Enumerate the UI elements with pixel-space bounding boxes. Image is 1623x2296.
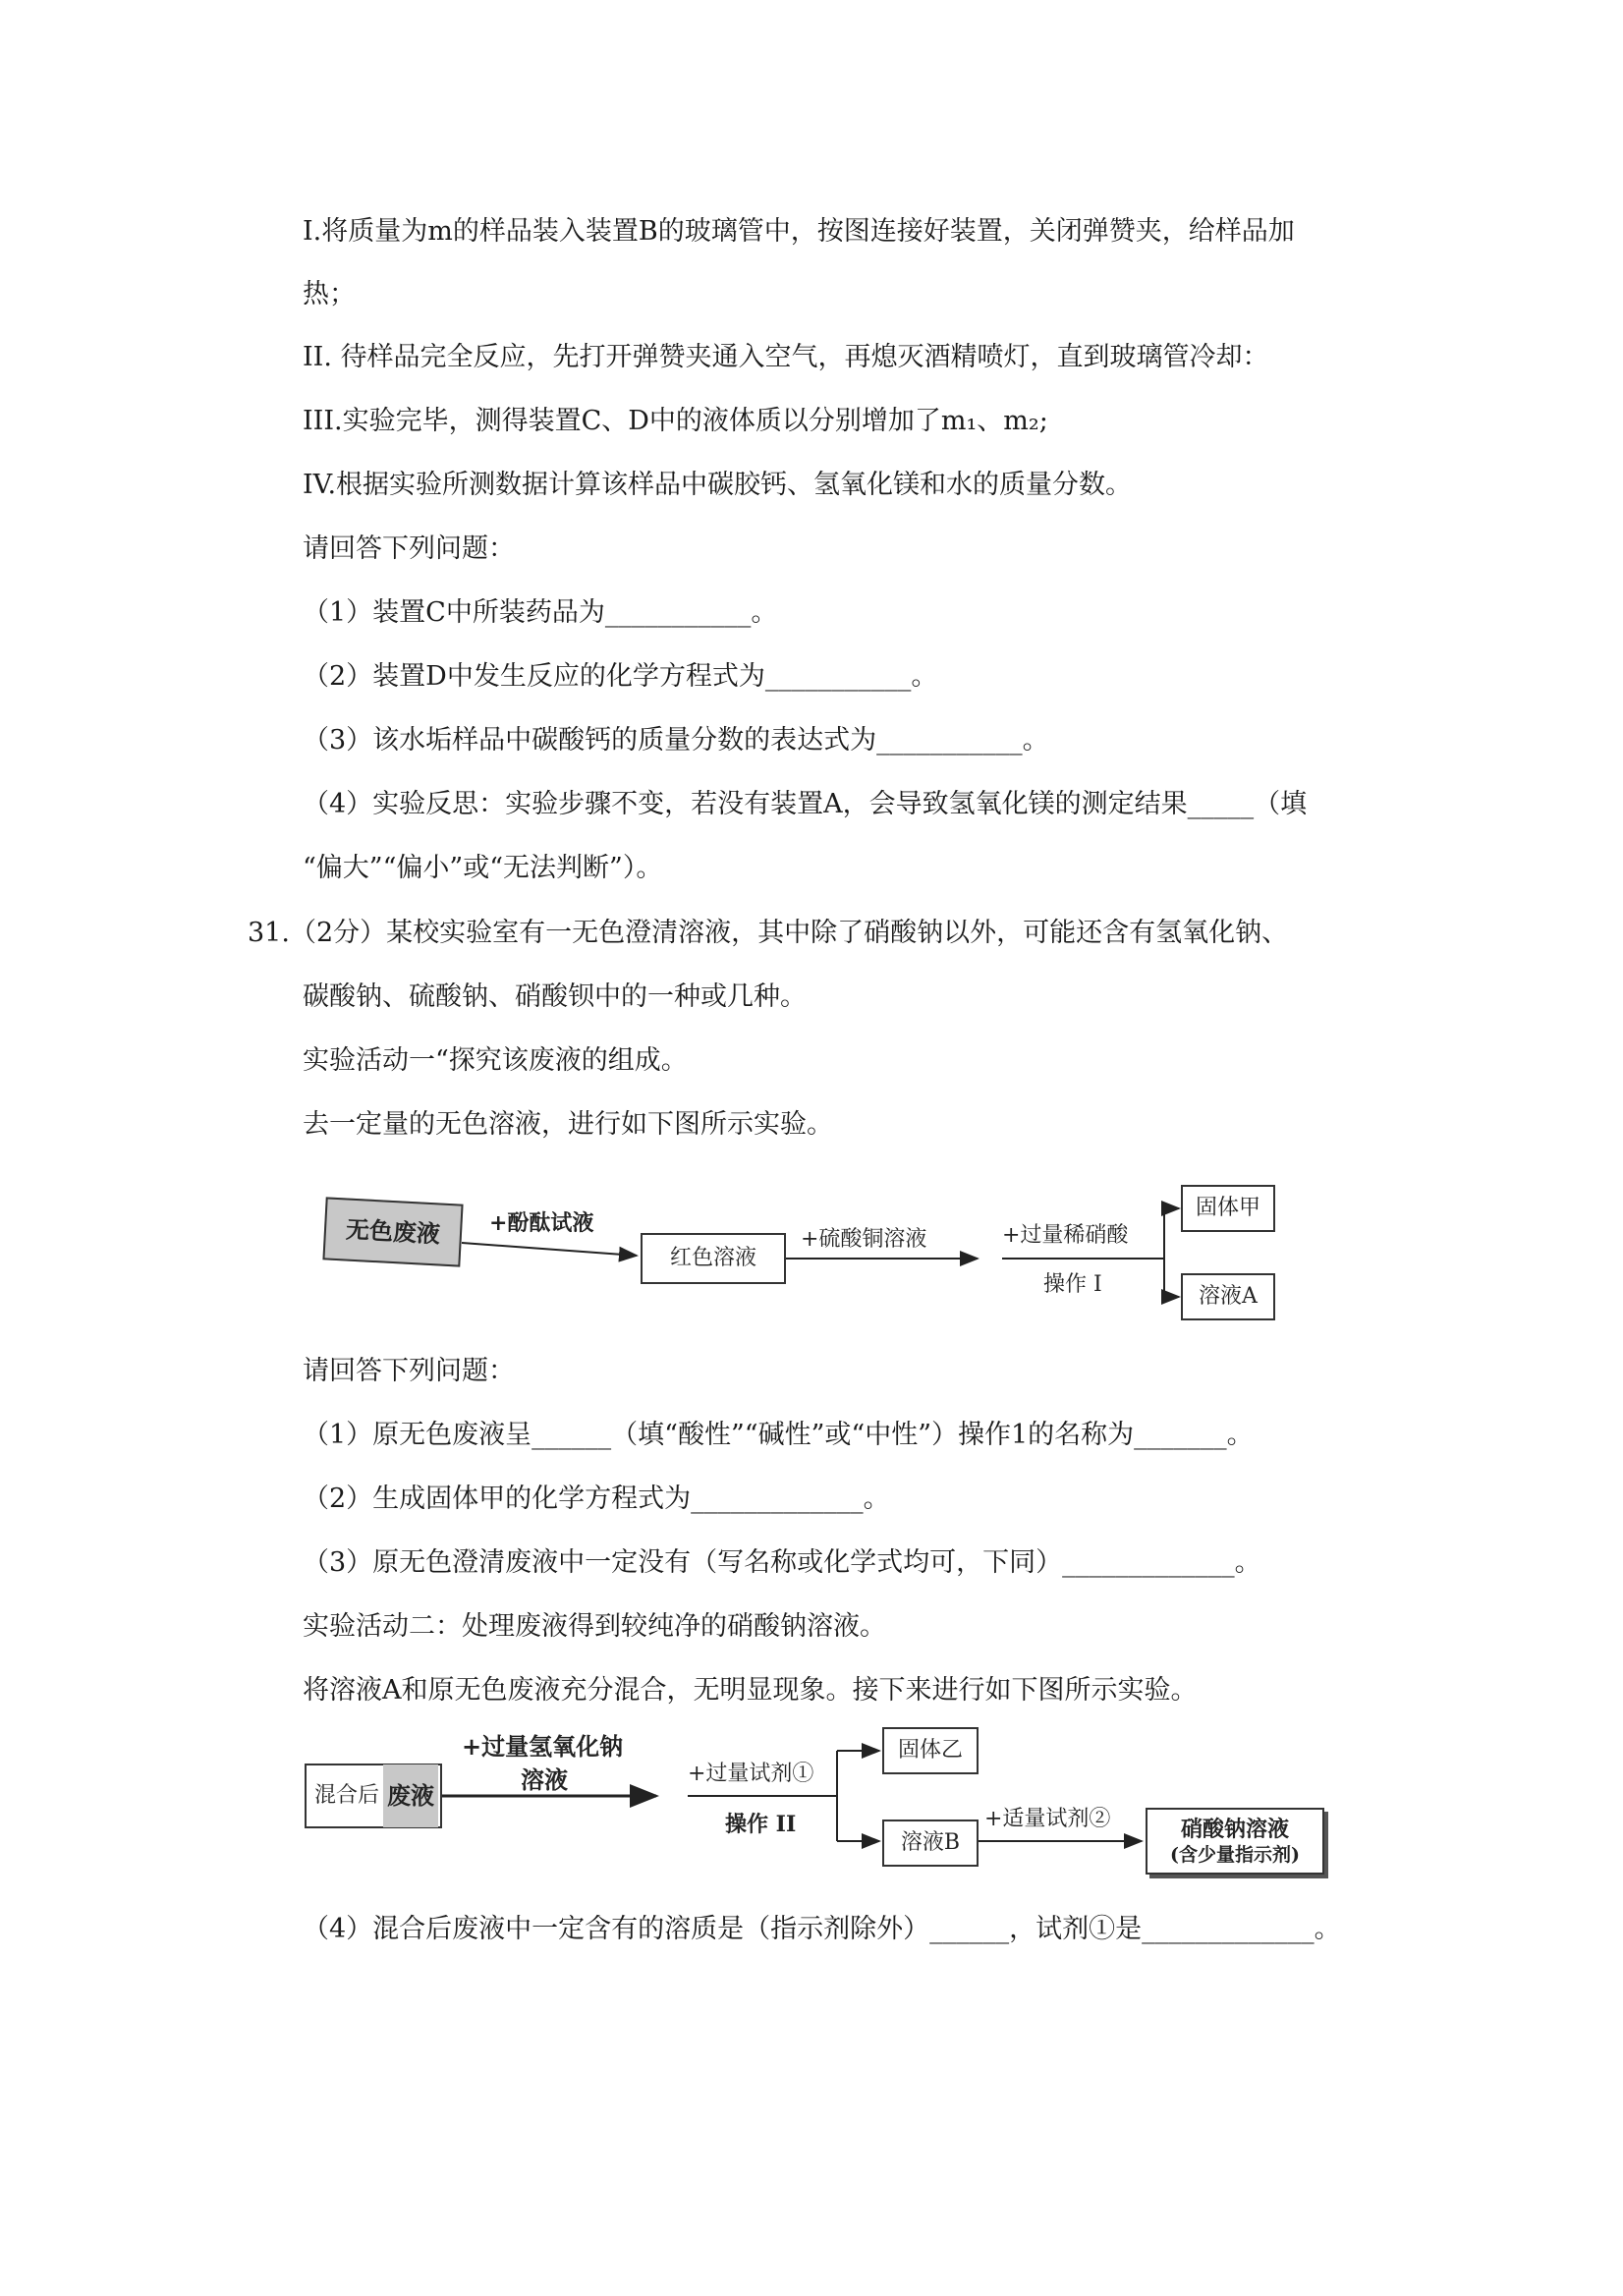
solution-b-box: 溶液B — [882, 1820, 979, 1867]
question-31-1: （1）原无色废液呈______（填“酸性”“碱性”或“中性”）操作1的名称为_______。 — [303, 1420, 1254, 1450]
step-1-line: I.将质量为m的样品装入装置B的玻璃管中，按图连接好装置，关闭弹赞夹，给样品加 — [303, 216, 1295, 247]
activity-2-title: 实验活动二：处理废液得到较纯净的硝酸钠溶液。 — [303, 1611, 886, 1642]
operation-1-label: 操作 I — [1043, 1272, 1102, 1297]
add-phenolphthalein-label: +酚酞试液 — [489, 1210, 594, 1236]
question-4: （4）实验反思：实验步骤不变，若没有装置A，会导致氢氧化镁的测定结果_____（填 — [303, 789, 1308, 819]
solid-b-box: 固体乙 — [882, 1727, 979, 1774]
red-solution-box: 红色溶液 — [641, 1233, 786, 1284]
question-3: （3）该水垢样品中碳酸钙的质量分数的表达式为___________。 — [303, 725, 1049, 756]
add-sodium-hydroxide-label: +过量氢氧化钠 — [462, 1732, 624, 1761]
operation-2-label: 操作 II — [725, 1812, 797, 1837]
add-copper-sulfate-label: +硫酸铜溶液 — [801, 1227, 927, 1252]
step-3-line: III.实验完毕，测得装置C、D中的液体质以分别增加了m₁、m₂; — [303, 406, 1048, 436]
add-dilute-nitric-acid-label: +过量稀硝酸 — [1002, 1223, 1129, 1248]
question-31-4: （4）混合后废液中一定含有的溶质是（指示剂除外）______，试剂①是_____________。 — [303, 1914, 1341, 1944]
problem-31-cont: 碳酸钠、硫酸钠、硝酸钡中的一种或几种。 — [303, 981, 807, 1012]
question-4-cont: “偏大”“偏小”或“无法判断”）。 — [303, 853, 663, 883]
solid-a-box: 固体甲 — [1181, 1185, 1275, 1232]
colorless-waste-box: 无色废液 — [322, 1197, 463, 1266]
activity-1-title: 实验活动一“探究该废液的组成。 — [303, 1045, 688, 1076]
solution-a-box: 溶液A — [1181, 1273, 1275, 1320]
step-2-line: II. 待样品完全反应，先打开弹赞夹通入空气，再熄灭酒精喷灯，直到玻璃管冷却： — [303, 342, 1269, 372]
sodium-nitrate-solution-box — [1146, 1808, 1324, 1875]
activity-2-intro: 将溶液A和原无色废液充分混合，无明显现象。接下来进行如下图所示实验。 — [303, 1675, 1198, 1706]
question-intro: 请回答下列问题： — [303, 533, 515, 564]
question-1: （1）装置C中所装药品为___________。 — [303, 597, 778, 628]
question-31-3: （3）原无色澄清废液中一定没有（写名称或化学式均可，下同）_____________。 — [303, 1547, 1261, 1578]
final-label-b: (含少量指示剂) — [1170, 1843, 1300, 1866]
final-label-a: 硝酸钠溶液 — [1180, 1816, 1289, 1842]
question-intro-2: 请回答下列问题： — [303, 1356, 515, 1386]
add-sodium-hydroxide-label-2: 溶液 — [521, 1765, 568, 1794]
step-1-cont: 热； — [303, 279, 356, 309]
add-reagent-2-label: +适量试剂② — [984, 1807, 1111, 1831]
problem-31-line: 31.（2分）某校实验室有一无色澄清溶液，其中除了硝酸钠以外，可能还含有氢氧化钠、 — [248, 918, 1289, 948]
mixed-waste-box — [305, 1764, 442, 1828]
question-31-2: （2）生成固体甲的化学方程式为_____________。 — [303, 1484, 890, 1514]
activity-1-intro: 去一定量的无色溶液，进行如下图所示实验。 — [303, 1109, 833, 1140]
mixed-waste-label-a: 混合后 — [314, 1783, 380, 1808]
add-reagent-1-label: +过量试剂① — [688, 1762, 814, 1786]
step-4-line: IV.根据实验所测数据计算该样品中碳胶钙、氢氧化镁和水的质量分数。 — [303, 470, 1133, 500]
question-2: （2）装置D中发生反应的化学方程式为___________。 — [303, 661, 938, 692]
mixed-waste-label-b: 废液 — [383, 1764, 438, 1827]
